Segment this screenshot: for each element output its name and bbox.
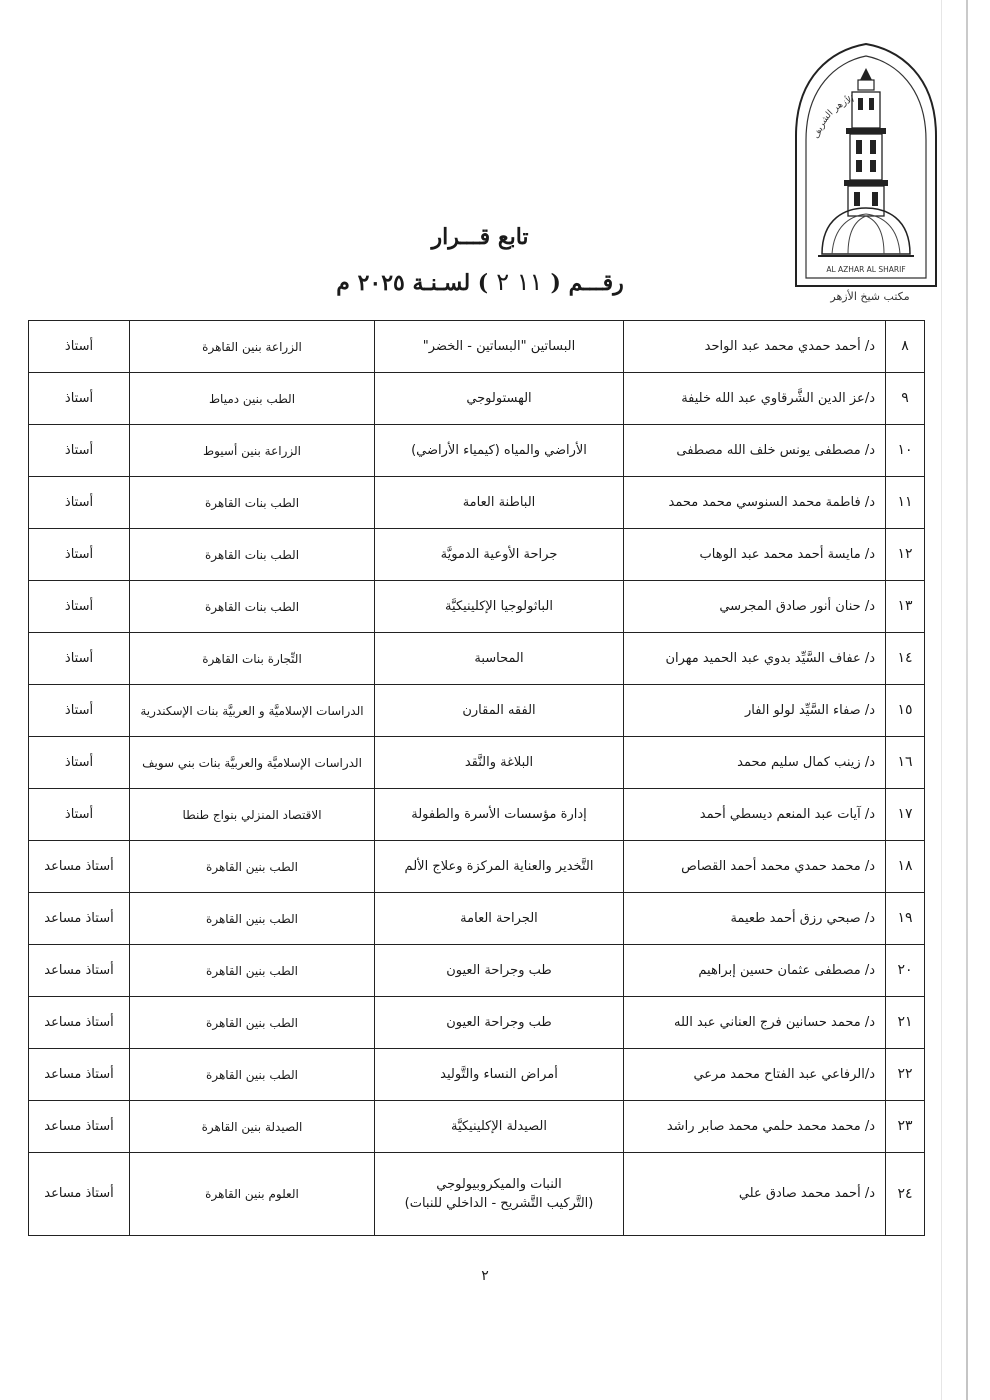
- member-name: د/ أحمد محمد صادق علي: [624, 1153, 886, 1236]
- faculty: الطب بنات القاهرة: [130, 529, 375, 581]
- table-row: [29, 997, 925, 1049]
- academic-rank: أستاذ: [29, 529, 130, 581]
- specialty: الصيدلة الإكلينيكيَّة: [375, 1101, 624, 1153]
- scan-edge-line: [966, 0, 968, 1400]
- academic-rank: أستاذ: [29, 477, 130, 529]
- table-row: [29, 1153, 925, 1236]
- member-name: د/ صفاء السَّيِّد لولو الفار: [624, 685, 886, 737]
- member-name: د/ مصطفى يونس خلف الله مصطفى: [624, 425, 886, 477]
- specialty: طب وجراحة العيون: [375, 997, 624, 1049]
- faculty: الاقتصاد المنزلي بنواج طنطا: [130, 789, 375, 841]
- member-name: د/ صبحي رزق أحمد طعيمة: [624, 893, 886, 945]
- row-number: ٢١: [886, 997, 925, 1049]
- row-number: ١٨: [886, 841, 925, 893]
- academic-rank: أستاذ: [29, 789, 130, 841]
- academic-rank: أستاذ: [29, 685, 130, 737]
- decision-number-prefix: رقـــم (: [550, 270, 624, 296]
- member-name: د/ زينب كمال سليم محمد: [624, 737, 886, 789]
- academic-rank: أستاذ مساعد: [29, 893, 130, 945]
- specialty: الأراضي والمياه (كيمياء الأراضي): [375, 425, 624, 477]
- member-name: د/ محمد حمدي محمد أحمد القصاص: [624, 841, 886, 893]
- table-row: [29, 1049, 925, 1101]
- specialty-line: النبات والميكروبيولوجي: [436, 1176, 562, 1192]
- specialty-line: (التَّركيب التَّشريح - الداخلي للنبات): [404, 1196, 594, 1211]
- faculty: الطب بنين القاهرة: [130, 893, 375, 945]
- table-row: [29, 477, 925, 529]
- specialty: الهستولوجي: [375, 373, 624, 425]
- decision-number-handwritten: ١١ ٢: [496, 268, 543, 296]
- table-row: [29, 321, 925, 373]
- academic-rank: أستاذ مساعد: [29, 1153, 130, 1236]
- specialty: الباطنة العامة: [375, 477, 624, 529]
- table-row: [29, 1101, 925, 1153]
- emblem-ring-text: الأزهر الشريف: [811, 94, 856, 141]
- faculty: الطب بنين دمياط: [130, 373, 375, 425]
- table-row: [29, 373, 925, 425]
- specialty: أمراض النساء والتَّوليد: [375, 1049, 624, 1101]
- table-row: [29, 581, 925, 633]
- faculty: الدراسات الإسلاميَّة و العربيَّة بنات الإسكندرية: [130, 685, 375, 737]
- member-name: د/ عفاف السَّيِّد بدوي عبد الحميد مهران: [624, 633, 886, 685]
- members-table: [28, 320, 925, 1236]
- member-name: د/ أحمد حمدي محمد عبد الواحد: [624, 321, 886, 373]
- decision-title: تابع قـــرار: [431, 224, 529, 250]
- table-row: [29, 893, 925, 945]
- specialty: جراحة الأوعية الدمويَّة: [375, 529, 624, 581]
- row-number: ٢٤: [886, 1153, 925, 1236]
- row-number: ١٥: [886, 685, 925, 737]
- table-row: [29, 633, 925, 685]
- specialty: [375, 1153, 624, 1236]
- member-name: د/ حنان أنور صادق المجرسي: [624, 581, 886, 633]
- sheikh-office-caption: مكتب شيخ الأزهر: [830, 290, 910, 303]
- specialty: طب وجراحة العيون: [375, 945, 624, 997]
- specialty: الفقه المقارن: [375, 685, 624, 737]
- specialty: البساتين "البساتين - الخضر": [375, 321, 624, 373]
- academic-rank: أستاذ: [29, 633, 130, 685]
- academic-rank: أستاذ مساعد: [29, 1101, 130, 1153]
- member-name: د/الرفاعي عبد الفتاح محمد مرعي: [624, 1049, 886, 1101]
- faculty: الطب بنات القاهرة: [130, 477, 375, 529]
- row-number: ٢٣: [886, 1101, 925, 1153]
- faculty: التِّجارة بنات القاهرة: [130, 633, 375, 685]
- specialty: البلاغة والنَّقد: [375, 737, 624, 789]
- row-number: ١٦: [886, 737, 925, 789]
- faculty: الصيدلة بنين القاهرة: [130, 1101, 375, 1153]
- row-number: ١١: [886, 477, 925, 529]
- members-table-wrapper: [28, 320, 913, 1236]
- specialty: التَّخدير والعناية المركزة وعلاج الألم: [375, 841, 624, 893]
- academic-rank: أستاذ: [29, 737, 130, 789]
- row-number: ١٠: [886, 425, 925, 477]
- row-number: ٩: [886, 373, 925, 425]
- academic-rank: أستاذ: [29, 425, 130, 477]
- academic-rank: أستاذ: [29, 321, 130, 373]
- academic-rank: أستاذ: [29, 581, 130, 633]
- row-number: ٨: [886, 321, 925, 373]
- emblem-drawing: [788, 40, 944, 296]
- table-row: [29, 737, 925, 789]
- specialty: المحاسبة: [375, 633, 624, 685]
- row-number: ١٤: [886, 633, 925, 685]
- faculty: الطب بنات القاهرة: [130, 581, 375, 633]
- specialty: الباثولوجيا الإكلينيكيَّة: [375, 581, 624, 633]
- table-row: [29, 529, 925, 581]
- row-number: ١٣: [886, 581, 925, 633]
- table-row: [29, 841, 925, 893]
- faculty: الطب بنين القاهرة: [130, 1049, 375, 1101]
- member-name: د/ مايسة أحمد محمد عبد الوهاب: [624, 529, 886, 581]
- page-number: ٢: [481, 1268, 489, 1284]
- row-number: ١٢: [886, 529, 925, 581]
- member-name: د/عز الدين الشَّرقاوي عبد الله خليفة: [624, 373, 886, 425]
- faculty: الزراعة بنين القاهرة: [130, 321, 375, 373]
- row-number: ٢٢: [886, 1049, 925, 1101]
- member-name: د/ آيات عبد المنعم ديسطي أحمد: [624, 789, 886, 841]
- table-row: [29, 789, 925, 841]
- member-name: د/ مصطفى عثمان حسين إبراهيم: [624, 945, 886, 997]
- faculty: الزراعة بنين أسيوط: [130, 425, 375, 477]
- row-number: ٢٠: [886, 945, 925, 997]
- decision-number-suffix: ) لسـنـة ٢٠٢٥ م: [336, 270, 489, 296]
- faculty: الطب بنين القاهرة: [130, 841, 375, 893]
- academic-rank: أستاذ: [29, 373, 130, 425]
- academic-rank: أستاذ مساعد: [29, 841, 130, 893]
- emblem-latin-text: AL AZHAR AL SHARIF: [826, 265, 906, 274]
- row-number: ١٧: [886, 789, 925, 841]
- decision-number: [300, 268, 660, 296]
- faculty: الطب بنين القاهرة: [130, 945, 375, 997]
- member-name: د/ فاطمة محمد السنوسي محمد محمد: [624, 477, 886, 529]
- faculty: الطب بنين القاهرة: [130, 997, 375, 1049]
- member-name: د/ محمد محمد حلمي محمد صابر راشد: [624, 1101, 886, 1153]
- academic-rank: أستاذ مساعد: [29, 1049, 130, 1101]
- table-row: [29, 685, 925, 737]
- specialty: الجراحة العامة: [375, 893, 624, 945]
- faculty: العلوم بنين القاهرة: [130, 1153, 375, 1236]
- table-row: [29, 425, 925, 477]
- al-azhar-emblem: [788, 40, 944, 296]
- faculty: الدراسات الإسلاميَّة والعربيَّة بنات بني سويف: [130, 737, 375, 789]
- academic-rank: أستاذ مساعد: [29, 997, 130, 1049]
- row-number: ١٩: [886, 893, 925, 945]
- specialty: إدارة مؤسسات الأسرة والطفولة: [375, 789, 624, 841]
- member-name: د/ محمد حسانين فرج العناني عبد الله: [624, 997, 886, 1049]
- table-row: [29, 945, 925, 997]
- academic-rank: أستاذ مساعد: [29, 945, 130, 997]
